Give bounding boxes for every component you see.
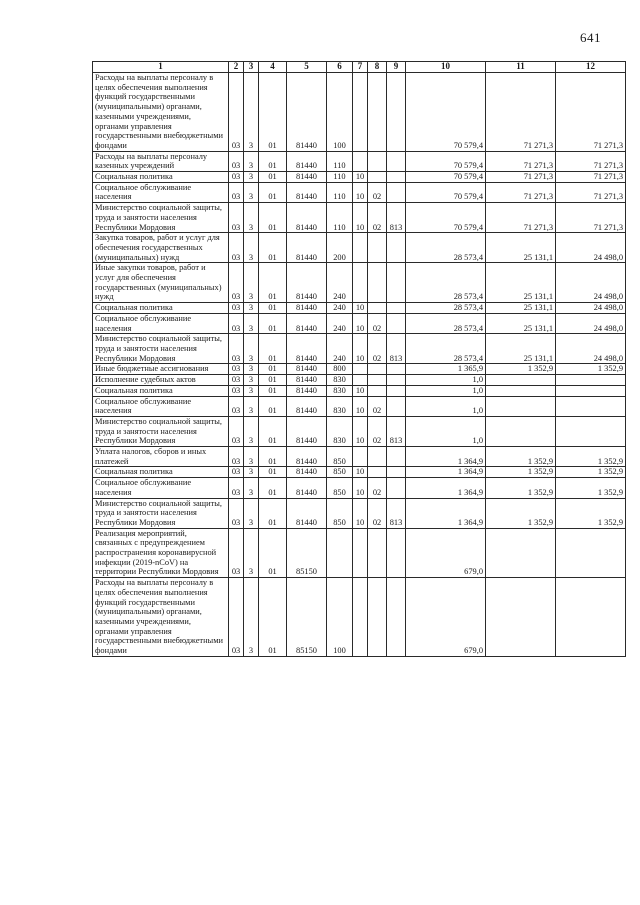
row-cell: 1,0 [406,375,486,386]
column-header: 10 [406,62,486,73]
row-cell: 1 352,9 [556,364,626,375]
row-cell: 679,0 [406,578,486,657]
row-cell: 81440 [287,416,327,446]
row-cell: 03 [229,334,244,364]
row-cell: 240 [327,313,353,333]
row-name-cell: Реализация мероприятий, связанных с предупреждением распространения коронавирусной инфекции (2019-nCoV) на территории Республики Мордовия [93,528,229,578]
row-cell: 10 [353,498,368,528]
row-cell: 02 [368,334,387,364]
row-name-cell: Расходы на выплаты персоналу в целях обеспечения выполнения функций государственными (муниципальными) органами, казенными учреждениями, органами управления государственными внебюджетными фондами [93,73,229,152]
row-cell: 81440 [287,447,327,467]
row-cell: 01 [259,478,287,498]
row-cell: 81440 [287,303,327,314]
table-row [93,375,626,386]
row-cell: 01 [259,447,287,467]
row-cell: 24 498,0 [556,263,626,303]
row-cell: 10 [353,313,368,333]
row-cell: 1 352,9 [486,364,556,375]
column-header: 8 [368,62,387,73]
row-cell [387,467,406,478]
row-cell [368,151,387,171]
row-cell: 1 352,9 [486,447,556,467]
row-cell: 10 [353,396,368,416]
row-cell: 01 [259,334,287,364]
row-cell [353,364,368,375]
row-cell: 3 [244,303,259,314]
row-cell: 3 [244,385,259,396]
row-cell [387,385,406,396]
row-cell: 10 [353,467,368,478]
row-cell: 03 [229,498,244,528]
row-cell: 850 [327,467,353,478]
row-cell: 02 [368,203,387,233]
row-cell [387,151,406,171]
row-cell: 1,0 [406,416,486,446]
row-cell: 24 498,0 [556,313,626,333]
row-cell: 100 [327,578,353,657]
row-cell [387,578,406,657]
row-name-cell: Социальная политика [93,385,229,396]
row-cell: 81440 [287,334,327,364]
table-row [93,385,626,396]
row-cell: 81440 [287,203,327,233]
row-cell [556,528,626,578]
row-cell: 10 [353,203,368,233]
row-cell [368,375,387,386]
row-cell: 679,0 [406,528,486,578]
row-cell: 3 [244,313,259,333]
column-header: 7 [353,62,368,73]
column-header: 11 [486,62,556,73]
table-row [93,203,626,233]
row-cell: 110 [327,172,353,183]
table-row [93,233,626,263]
row-cell: 25 131,1 [486,334,556,364]
row-cell [353,151,368,171]
row-cell [556,375,626,386]
row-cell [353,263,368,303]
row-cell: 3 [244,233,259,263]
row-cell: 81440 [287,375,327,386]
row-cell: 03 [229,203,244,233]
row-cell [387,528,406,578]
row-cell: 71 271,3 [556,172,626,183]
row-cell: 03 [229,385,244,396]
row-name-cell: Министерство социальной защиты, труда и занятости населения Республики Мордовия [93,334,229,364]
row-cell: 02 [368,313,387,333]
row-cell [353,233,368,263]
row-cell: 71 271,3 [556,73,626,152]
row-cell: 03 [229,375,244,386]
table-row [93,447,626,467]
row-cell: 85150 [287,578,327,657]
row-cell: 01 [259,375,287,386]
row-cell: 3 [244,151,259,171]
row-cell: 10 [353,478,368,498]
row-cell: 71 271,3 [486,73,556,152]
row-cell: 25 131,1 [486,233,556,263]
row-cell: 110 [327,203,353,233]
table-body [93,73,626,657]
row-cell: 03 [229,313,244,333]
row-cell: 800 [327,364,353,375]
row-name-cell: Уплата налогов, сборов и иных платежей [93,447,229,467]
row-name-cell: Социальное обслуживание населения [93,396,229,416]
row-cell: 1 352,9 [556,498,626,528]
row-cell: 1,0 [406,396,486,416]
row-cell [556,396,626,416]
row-cell: 03 [229,416,244,446]
row-cell: 01 [259,303,287,314]
row-cell: 03 [229,528,244,578]
row-cell: 3 [244,396,259,416]
row-cell: 110 [327,182,353,202]
row-name-cell: Министерство социальной защиты, труда и занятости населения Республики Мордовия [93,498,229,528]
row-cell: 70 579,4 [406,151,486,171]
row-cell: 01 [259,233,287,263]
row-cell: 240 [327,263,353,303]
row-cell [368,385,387,396]
row-name-cell: Социальное обслуживание населения [93,313,229,333]
row-cell: 03 [229,578,244,657]
row-cell: 81440 [287,478,327,498]
row-cell: 81440 [287,364,327,375]
row-cell: 02 [368,182,387,202]
column-header: 4 [259,62,287,73]
row-cell [368,263,387,303]
row-cell [486,385,556,396]
row-cell: 03 [229,467,244,478]
row-cell: 25 131,1 [486,313,556,333]
row-cell: 71 271,3 [486,182,556,202]
row-cell: 01 [259,467,287,478]
row-cell: 1 364,9 [406,478,486,498]
row-name-cell: Расходы на выплаты персоналу казенных учреждений [93,151,229,171]
row-cell: 3 [244,375,259,386]
row-cell: 10 [353,385,368,396]
row-cell: 10 [353,172,368,183]
row-cell: 3 [244,182,259,202]
row-cell [387,263,406,303]
row-cell: 03 [229,478,244,498]
row-cell: 85150 [287,528,327,578]
table-row [93,498,626,528]
row-cell: 24 498,0 [556,233,626,263]
row-cell: 1 365,9 [406,364,486,375]
row-cell: 01 [259,313,287,333]
row-cell: 03 [229,73,244,152]
row-cell: 01 [259,151,287,171]
row-cell: 1 352,9 [486,498,556,528]
row-cell: 1 352,9 [486,478,556,498]
table-header-row [93,62,626,73]
row-cell: 28 573,4 [406,334,486,364]
row-cell [327,528,353,578]
row-cell: 71 271,3 [556,203,626,233]
column-header: 1 [93,62,229,73]
table-row [93,528,626,578]
table-row [93,182,626,202]
row-cell: 71 271,3 [486,172,556,183]
row-cell: 1 352,9 [556,447,626,467]
row-cell [387,233,406,263]
row-cell: 3 [244,364,259,375]
row-cell [387,73,406,152]
row-cell: 830 [327,375,353,386]
row-cell: 850 [327,447,353,467]
column-header: 3 [244,62,259,73]
row-cell: 03 [229,303,244,314]
column-header: 6 [327,62,353,73]
row-cell: 01 [259,263,287,303]
row-cell [387,182,406,202]
row-cell [387,478,406,498]
row-cell [368,447,387,467]
table-row [93,578,626,657]
row-cell [368,233,387,263]
table-row [93,478,626,498]
table-row [93,313,626,333]
column-header: 9 [387,62,406,73]
row-cell [486,396,556,416]
row-cell: 70 579,4 [406,203,486,233]
row-cell [387,172,406,183]
row-cell [556,578,626,657]
row-cell: 25 131,1 [486,303,556,314]
row-cell: 28 573,4 [406,233,486,263]
row-cell [353,578,368,657]
row-cell [387,396,406,416]
row-cell: 01 [259,385,287,396]
table-row [93,396,626,416]
row-cell: 3 [244,528,259,578]
row-cell: 70 579,4 [406,172,486,183]
row-cell: 813 [387,334,406,364]
row-name-cell: Социальное обслуживание населения [93,478,229,498]
table-row [93,467,626,478]
row-cell: 28 573,4 [406,303,486,314]
row-cell: 1 364,9 [406,467,486,478]
row-cell: 81440 [287,182,327,202]
row-cell: 71 271,3 [486,203,556,233]
row-cell: 240 [327,303,353,314]
row-cell: 81440 [287,263,327,303]
table-row [93,73,626,152]
row-cell: 02 [368,498,387,528]
row-cell: 81440 [287,498,327,528]
row-cell: 81440 [287,385,327,396]
row-cell [556,385,626,396]
row-cell: 3 [244,263,259,303]
row-cell: 240 [327,334,353,364]
table-row [93,151,626,171]
row-cell: 28 573,4 [406,263,486,303]
row-cell [387,447,406,467]
row-cell: 3 [244,73,259,152]
row-cell [387,313,406,333]
row-cell: 10 [353,416,368,446]
row-cell: 01 [259,578,287,657]
row-cell: 01 [259,396,287,416]
row-cell: 813 [387,498,406,528]
row-cell: 3 [244,478,259,498]
row-cell: 03 [229,396,244,416]
row-cell: 24 498,0 [556,334,626,364]
table-row [93,172,626,183]
row-cell: 03 [229,447,244,467]
row-cell [556,416,626,446]
table-row [93,334,626,364]
row-cell [368,172,387,183]
row-cell: 03 [229,182,244,202]
row-cell [486,416,556,446]
row-cell: 813 [387,416,406,446]
row-cell: 71 271,3 [556,151,626,171]
row-cell: 3 [244,447,259,467]
row-cell: 3 [244,172,259,183]
row-cell [387,303,406,314]
row-cell [353,447,368,467]
row-cell [368,528,387,578]
row-cell: 70 579,4 [406,182,486,202]
row-cell: 81440 [287,313,327,333]
row-cell: 830 [327,396,353,416]
row-name-cell: Исполнение судебных актов [93,375,229,386]
row-cell: 03 [229,172,244,183]
row-cell [368,73,387,152]
row-cell: 70 579,4 [406,73,486,152]
row-cell: 01 [259,203,287,233]
table-row [93,364,626,375]
budget-table [92,61,626,657]
row-cell: 01 [259,498,287,528]
row-cell: 200 [327,233,353,263]
row-cell: 01 [259,364,287,375]
row-cell: 10 [353,334,368,364]
row-cell: 850 [327,498,353,528]
row-cell: 830 [327,416,353,446]
row-cell: 81440 [287,233,327,263]
row-cell [486,578,556,657]
column-header: 2 [229,62,244,73]
table-row [93,416,626,446]
row-cell: 81440 [287,396,327,416]
row-cell: 28 573,4 [406,313,486,333]
row-cell: 71 271,3 [556,182,626,202]
row-cell: 03 [229,263,244,303]
row-cell: 1 364,9 [406,447,486,467]
row-cell: 830 [327,385,353,396]
row-cell: 02 [368,396,387,416]
row-cell [353,73,368,152]
row-name-cell: Социальная политика [93,303,229,314]
row-name-cell: Социальная политика [93,172,229,183]
row-cell [368,303,387,314]
row-cell: 03 [229,233,244,263]
row-name-cell: Иные закупки товаров, работ и услуг для обеспечения государственных (муниципальных) нужд [93,263,229,303]
row-cell: 25 131,1 [486,263,556,303]
row-cell: 10 [353,182,368,202]
row-cell: 24 498,0 [556,303,626,314]
row-cell: 813 [387,203,406,233]
row-cell [486,528,556,578]
row-cell: 02 [368,416,387,446]
row-cell: 81440 [287,151,327,171]
row-name-cell: Министерство социальной защиты, труда и занятости населения Республики Мордовия [93,416,229,446]
row-cell: 71 271,3 [486,151,556,171]
row-name-cell: Социальная политика [93,467,229,478]
table-row [93,303,626,314]
column-header: 5 [287,62,327,73]
row-cell [368,578,387,657]
row-cell: 1 352,9 [556,478,626,498]
row-cell: 1 352,9 [486,467,556,478]
row-cell: 03 [229,151,244,171]
row-cell: 01 [259,73,287,152]
row-cell: 3 [244,578,259,657]
row-name-cell: Закупка товаров, работ и услуг для обеспечения государственных (муниципальных) нужд [93,233,229,263]
row-cell [368,364,387,375]
row-cell [387,375,406,386]
row-cell: 01 [259,416,287,446]
row-cell: 1 364,9 [406,498,486,528]
row-cell: 81440 [287,73,327,152]
row-cell [353,375,368,386]
row-cell: 110 [327,151,353,171]
row-cell [368,467,387,478]
row-cell [486,375,556,386]
page-number: 641 [580,30,601,45]
row-cell: 3 [244,334,259,364]
row-cell: 850 [327,478,353,498]
row-cell: 03 [229,364,244,375]
row-name-cell: Иные бюджетные ассигнования [93,364,229,375]
row-cell: 81440 [287,467,327,478]
row-cell: 1 352,9 [556,467,626,478]
row-cell: 1,0 [406,385,486,396]
row-cell: 3 [244,498,259,528]
row-cell: 01 [259,172,287,183]
row-cell [387,364,406,375]
row-cell: 3 [244,467,259,478]
row-cell: 02 [368,478,387,498]
row-name-cell: Расходы на выплаты персоналу в целях обеспечения выполнения функций государственными (муниципальными) органами, казенными учреждениями, органами управления государственными внебюджетными фондами [93,578,229,657]
table-row [93,263,626,303]
row-cell: 3 [244,203,259,233]
row-cell: 100 [327,73,353,152]
row-name-cell: Министерство социальной защиты, труда и занятости населения Республики Мордовия [93,203,229,233]
row-cell: 3 [244,416,259,446]
row-cell: 10 [353,303,368,314]
row-cell: 01 [259,182,287,202]
row-cell [353,528,368,578]
column-header: 12 [556,62,626,73]
row-cell: 01 [259,528,287,578]
row-cell: 81440 [287,172,327,183]
row-name-cell: Социальное обслуживание населения [93,182,229,202]
